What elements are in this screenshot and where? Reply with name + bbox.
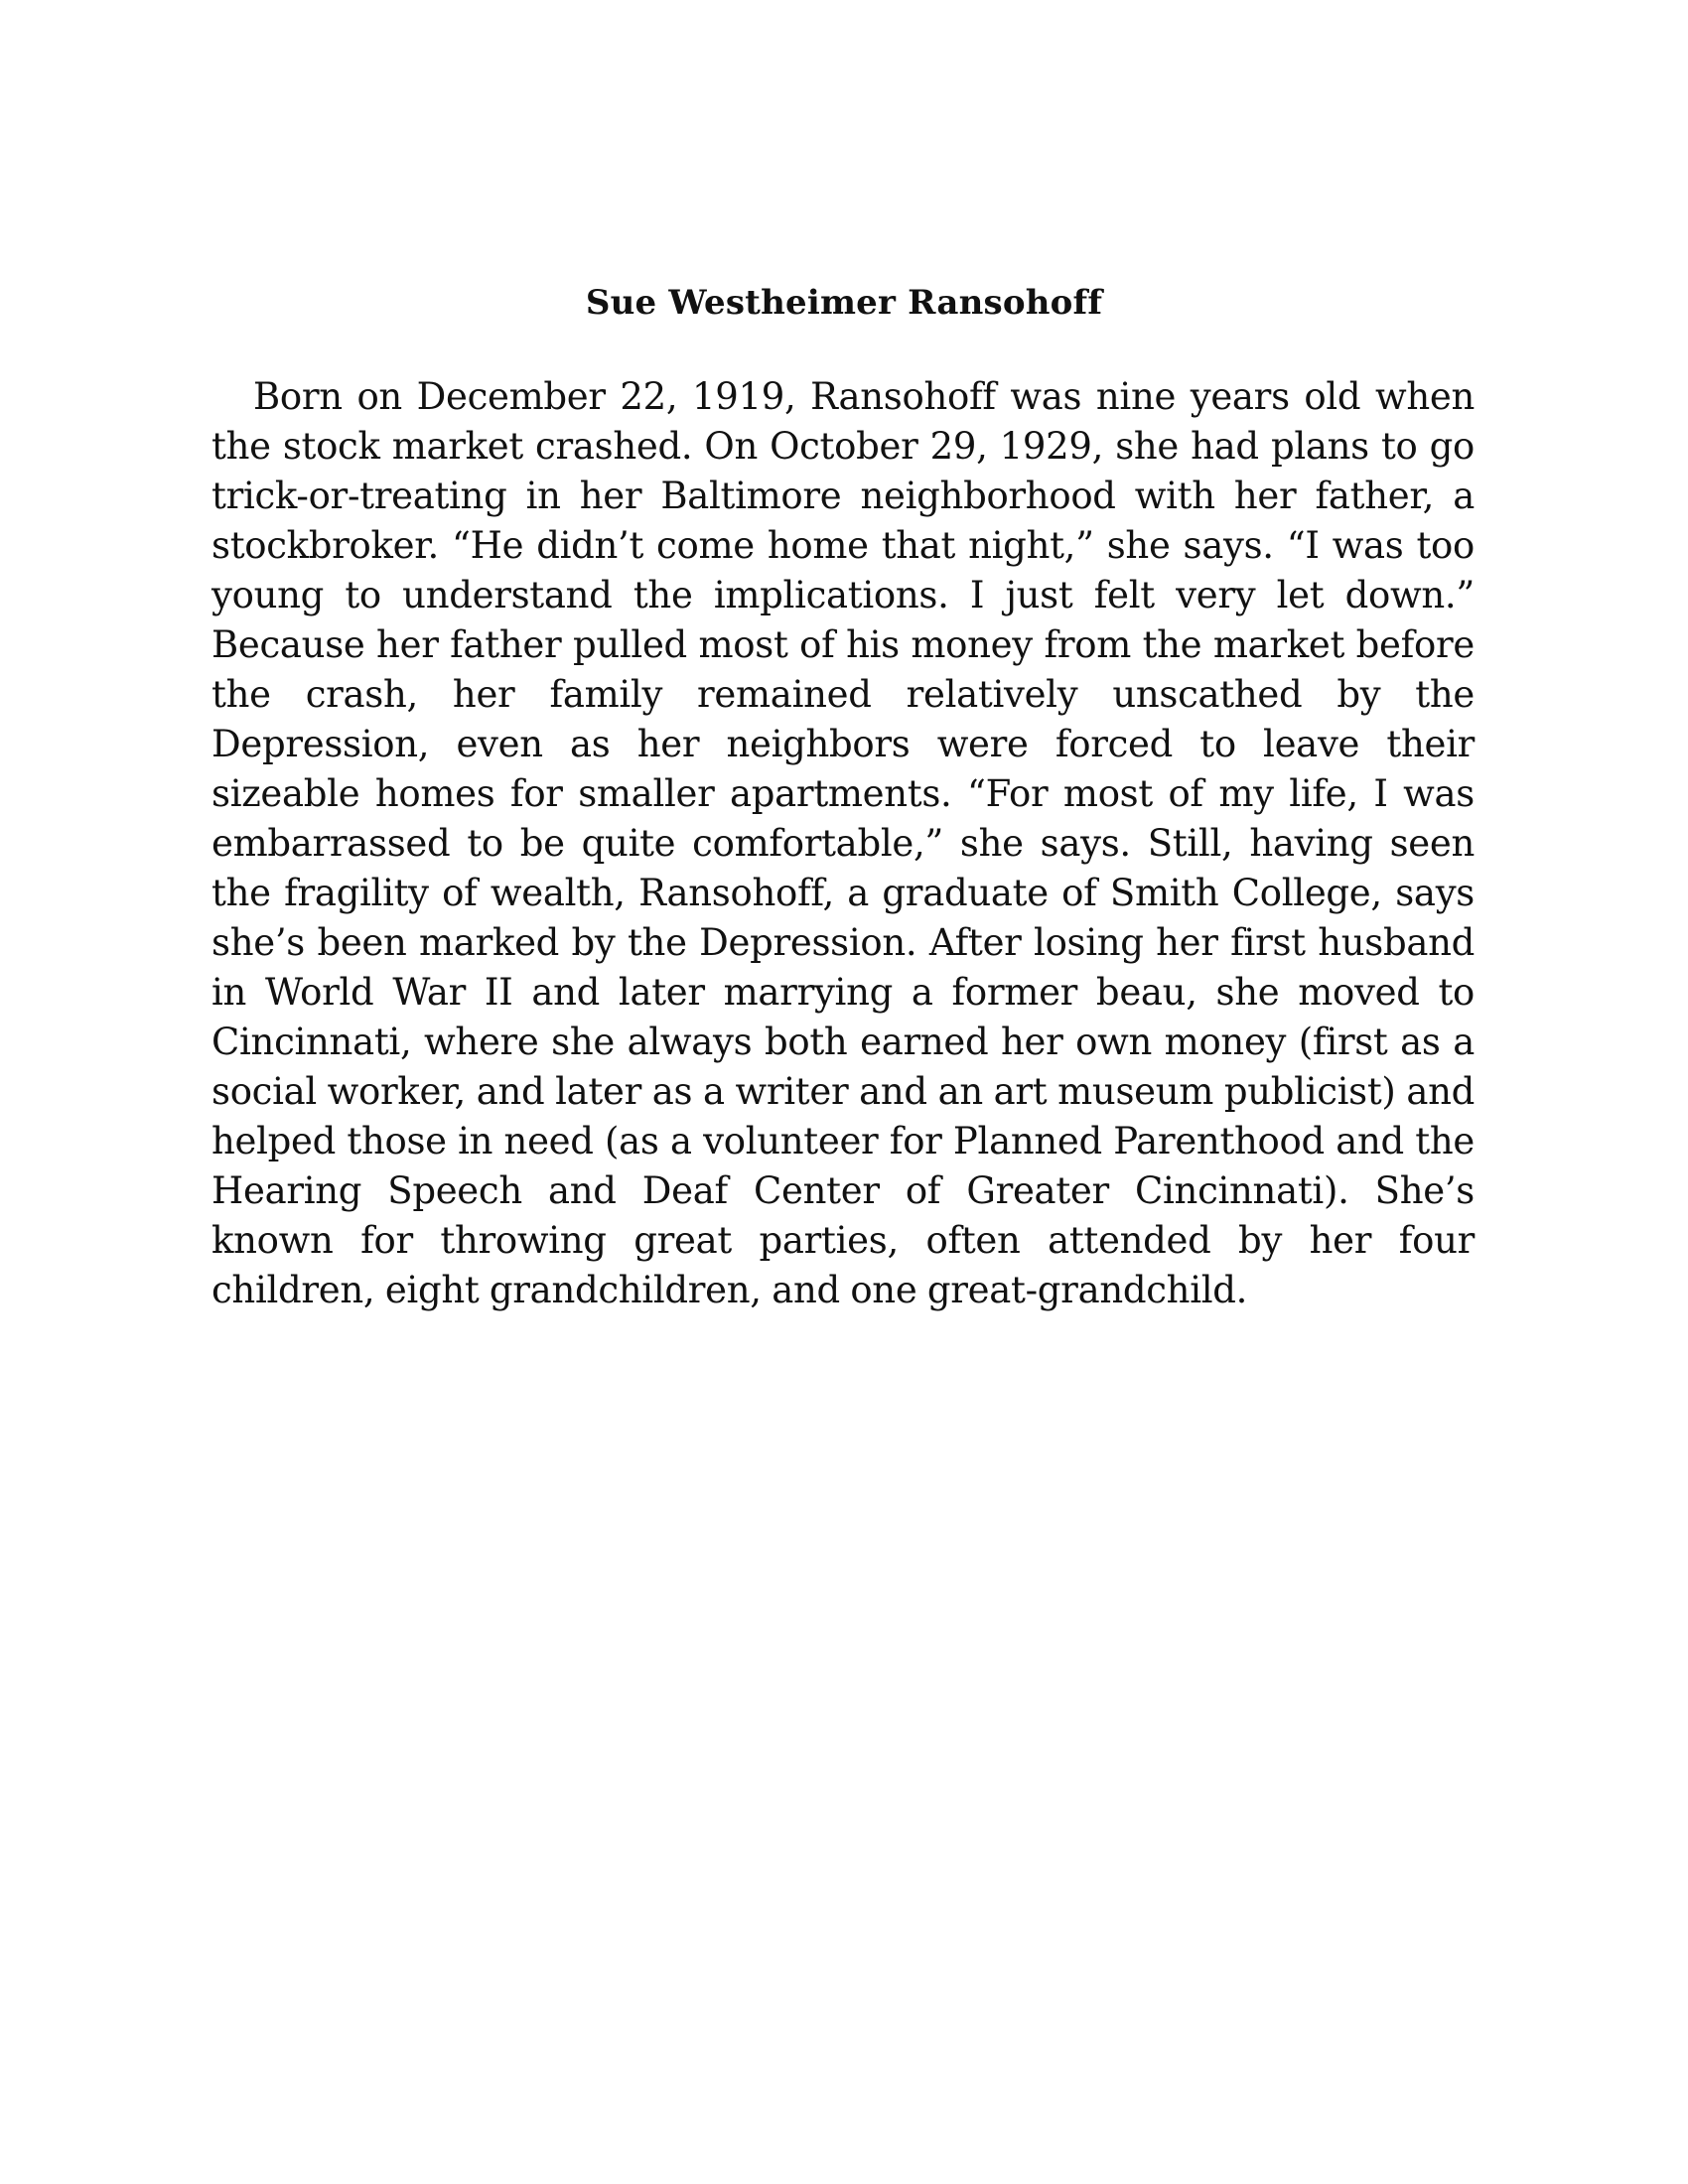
page-title: Sue Westheimer Ransohoff — [585, 283, 1103, 323]
body-paragraph: Born on December 22, 1919, Ransohoff was nine years old when the stock market crashed. On October 29, 1929, she had plans to go trick-or-treating in her Baltimore neighborhood with her father, a stockbroker. “He didn’t come home that night,” she says. “I was too young to understand the implications. I just felt very let down.” Because her father pulled most of his money from the market before the crash, her family remained relatively unscathed by the Depression, even as her neighbors were forced to leave their sizeable homes for smaller apartments. “For most of my life, I was embarrassed to be quite comfortable,” she says. Still, having seen the fragility of wealth, Ransohoff, a graduate of Smith College, says she’s been marked by the Depression. After losing her first husband in World War II and later marrying a former beau, she moved to Cincinnati, where she always both earned her own money (first as a social worker, and later as a writer and an art museum publicist) and helped those in need (as a volunteer for Planned Parenthood and the Hearing Speech and Deaf Center of Greater Cincinnati). She’s known for throwing great parties, often attended by her four children, eight grandchildren, and one great-grandchild. — [211, 375, 1475, 1311]
